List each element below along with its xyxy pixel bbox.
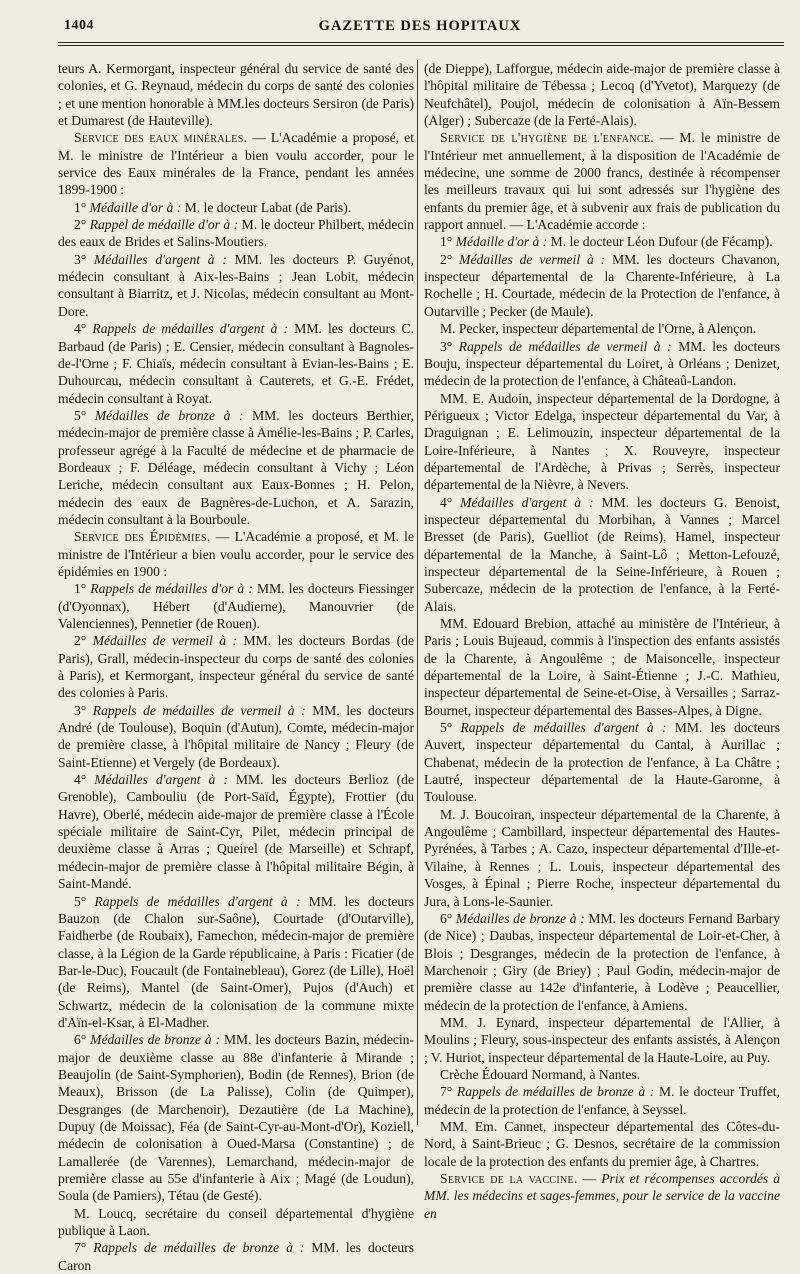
paragraph-text: MM. les docteurs Berthier, médecin-major de première classe à Amélie-les-Bains ; P. Carles, professeur agrégé à la Faculté de médecine et de pharmacie de Bordeaux ; F. Déléage, médecin consultant à Vichy ; Léon Leriche, médecin consultant aux Eaux-Bonnes ; H. Pelon, médecin des eaux de Bagnères-de-Luchon, et A. Sarazin, médecin consultant à la Bourboule. <box>58 407 415 527</box>
item-number: 4° <box>74 772 95 788</box>
award-label: Médailles de bronze à : <box>94 407 244 423</box>
paragraph <box>58 1239 414 1274</box>
item-number: 4° <box>74 321 93 337</box>
paragraph: MM. Edouard Brebion, attaché au ministère de l'Intérieur, à Paris ; Louis Bujeaud, commis à l'inspection des enfants assistés de la Charente, à Angoulême ; de Maisoncelle, inspecteur départemental de la Loire, à Saint-Étienne ; J.-C. Mathieu, inspecteur départemental de Seine-et-Oise, à Versailles ; Sarraz-Bournet, inspecteur départemental des Basses-Alpes, à Digne. <box>424 616 780 718</box>
item-number: 2° <box>74 217 90 233</box>
award-label: Rappels de médailles d'or à : <box>90 581 253 597</box>
item-number: 1° <box>440 234 456 250</box>
item-number: 2° <box>74 633 93 649</box>
paragraph <box>424 910 780 1014</box>
section-heading: Service de la vaccine. <box>440 1171 578 1186</box>
paragraph <box>58 129 414 198</box>
section-heading: Service des Épidémies. <box>74 529 211 545</box>
paragraph <box>424 233 780 250</box>
paragraph: MM. Em. Cannet, inspecteur départemental des Côtes-du-Nord, à Saint-Brieuc ; G. Desnos, secrétaire de la commission locale de la protection des enfants du premier âge, à Chartres. <box>424 1118 780 1169</box>
award-label: Rappels de médailles de vermeil à : <box>92 702 306 718</box>
item-number: 6° <box>74 1032 91 1048</box>
paragraph <box>58 632 414 701</box>
award-label: Rappels de médailles d'argent à : <box>460 720 667 736</box>
paragraph-text: MM. les docteurs Bazin, médecin-major de deuxième classe au 88e d'infanterie à Mirande ; Beaujolin (de Saint-Symphorien), Bodin (de Rennes), Brion (de Meaux), Brisson (de La Palisse), Colin (de Quimper), Desgranges (de Marchenoir), Dezautière (de La Machine), Dupuy (de Moissac), Féa (de Saint-Cyr-au-Mont-d'Or), Koziell, médecin de colonisation à Oued-Marsa (Constantine) ; de Lamallerée (de Varennes), Lemarchand, médecin-major de première classe au 55e d'infanterie à Aix ; Magé (de Loudun), Soula (de Pamiers), Tétau (de Gesté). <box>58 1032 414 1204</box>
award-label: Médailles d'argent à : <box>460 494 594 510</box>
paragraph-text: — M. le ministre de l'Intérieur met annuellement, à la disposition de l'Académie de médecine, une somme de 2000 francs, destinée à récompenser les meilleurs travaux qui lui sont adressés sur l'hygiène des enfants du premier âge, et à subvenir aux frais de publication du rapport annuel. — L'Académie accorde : <box>424 130 780 233</box>
left-column <box>58 60 415 1273</box>
paragraph <box>58 216 414 251</box>
award-label: Médailles de vermeil à : <box>92 633 238 649</box>
paragraph <box>58 580 414 632</box>
paragraph <box>424 719 780 806</box>
paragraph: M. Loucq, secrétaire du conseil départemental d'hygiène publique à Laon. <box>58 1205 414 1239</box>
paragraph-text: M. le docteur Léon Dufour (de Fécamp). <box>547 234 773 250</box>
paragraph <box>424 251 780 320</box>
paragraph-text: — L'Académie a proposé, et M. le ministre de l'Intérieur a bien voulu accorder, pour le service des épidémies en 1900 : <box>58 529 414 579</box>
award-label: Prix et récompenses accordés à MM. les médecins et sages-femmes, pour le service de la vaccine en <box>424 1171 780 1221</box>
award-label: Médaille d'or à : <box>455 234 548 250</box>
paragraph <box>424 494 780 615</box>
section-heading: Service des eaux minérales. <box>74 130 248 146</box>
paragraph-text: — L'Académie a proposé, et M. le ministre de l'Intérieur a bien voulu accorder, pour le service des Eaux minérales de la France, pendant les années 1899-1900 : <box>58 130 415 198</box>
paragraph: M. J. Boucoiran, inspecteur départemental de la Charente, à Angoulême ; Cambillard, inspecteur départemental des Hautes-Pyrénées, à Tarbes ; A. Cazo, inspecteur départemental d'Ille-et-Vilaine, à Rennes ; L. Louis, inspecteur départemental des Vosges, à Épinal ; Pierre Roche, inspecteur départemental du Jura, à Lons-le-Saunier. <box>424 806 780 909</box>
paragraph <box>424 1170 780 1222</box>
paragraph: Crèche Édouard Normand, à Nantes. <box>440 1066 641 1082</box>
item-number: 5° <box>74 893 95 909</box>
paragraph <box>58 893 414 1032</box>
header-rule <box>58 42 784 46</box>
paragraph-text: M. le docteur Labat (de Paris). <box>181 199 352 215</box>
award-label: Médailles de bronze à : <box>90 1032 221 1048</box>
award-label: Médailles d'argent à : <box>93 251 227 267</box>
item-number: 4° <box>440 494 461 510</box>
paragraph-text: M. le docteur Philbert, médecin des eaux de Brides et Salins-Moutiers. <box>58 217 414 250</box>
paragraph-text: MM. les docteurs P. Guyénot, médecin consultant à Aix-les-Bains ; Jean Lobit, médecin consultant à Biarritz, et J. Nicolas, médecin consultant au Mont-Dore. <box>58 251 414 319</box>
award-label: Rappels de médailles de bronze à : <box>93 1240 305 1256</box>
paragraph <box>58 702 414 771</box>
right-column <box>424 60 781 1221</box>
item-number: 3° <box>74 251 94 267</box>
item-number: 1° <box>74 581 91 597</box>
paragraph-text: — <box>577 1171 602 1186</box>
paragraph <box>58 320 414 407</box>
paragraph-text: MM. les docteurs Bouju, inspecteur départemental du Loiret, à Orléans ; Denizet, médecin de la protection de l'enfance, à Châteaû-Landon. <box>424 338 780 389</box>
item-number: 5° <box>74 407 95 423</box>
paragraph-text: MM. les docteurs Fernand Barbary (de Nice) ; Daubas, inspecteur départemental de Loir-et-Cher, à Blois ; Desgranges, médecin de la protection de l'enfance, à Marchenoir ; Giry (de Briey) ; Paul Godin, médecin-major de première classe au 142e d'infanterie, à Lodève ; Peaucellier, médecin de la protection de l'enfance, à Amiens. <box>424 910 781 1013</box>
award-label: Rappels de médailles d'argent à : <box>94 893 301 909</box>
award-label: Médaille d'or à : <box>89 199 182 215</box>
column-divider <box>417 60 418 1125</box>
paragraph: M. Pecker, inspecteur départemental de l'Orne, à Alençon. <box>440 321 757 337</box>
paragraph: MM. J. Eynard, inspecteur départemental de l'Allier, à Moulins ; Fleury, sous-inspecteur des enfants assistés, à Alençon ; V. Huriot, inspecteur départemental de la Haute-Loire, au Puy. <box>424 1014 780 1065</box>
award-label: Médailles d'argent à : <box>94 772 228 788</box>
paragraph: (de Dieppe), Lafforgue, médecin aide-major de première classe à l'hôpital militaire de Tébessa ; Lecoq (d'Yvetot), Marquezy (de Neufchâtel), Poujol, médecin de colonisation à Aïn-Bessem (Alger) ; Subercaze (de la Ferté-Alais). <box>424 61 780 129</box>
award-label: Médailles de bronze à : <box>455 910 585 926</box>
award-label: Médailles de vermeil à : <box>459 251 606 267</box>
paragraph <box>58 771 414 892</box>
paragraph <box>58 199 414 216</box>
paragraph: teurs A. Kermorgant, inspecteur général du service de santé des colonies, et G. Reynaud, médecin du corps de santé des colonies ; et une mention honorable à MM.les docteurs Sersiron (de Paris) et Dumarest (de Hauteville). <box>58 61 414 129</box>
running-title: GAZETTE DES HOPITAUX <box>318 18 522 34</box>
paragraph-text: MM. les docteurs G. Benoist, inspecteur départemental du Morbihan, à Vannes ; Marcel Bresset (de Paris), Guelliot (de Reims), Hamel, inspecteur départemental de la Manche, à Saint-Lô ; Metton-Lefouzé, inspecteur départemental de la Seine-Inférieure, à Rouen ; Subercaze, médecin de la protection de l'enfance, à la Ferté-Alais. <box>424 494 780 614</box>
item-number: 7° <box>440 1084 457 1100</box>
paragraph: MM. E. Audoin, inspecteur départemental de la Dordogne, à Périgueux ; Victor Edelga, inspecteur départemental du Var, à Draguignan ; E. Lelimouzin, inspecteur départemental de la Loire-Inférieure, à Nantes ; X. Rouveyre, inspecteur départemental de l'Ardèche, à Privas ; Serrès, inspecteur départemental de la Nièvre, à Nevers. <box>424 390 780 493</box>
paragraph <box>424 1083 780 1118</box>
paragraph <box>58 528 414 580</box>
paragraph <box>58 1031 414 1204</box>
paragraph-text: MM. les docteurs Auvert, inspecteur départemental du Cantal, à Aurillac ; Chabenat, médecin de la protection de l'enfance, à La Châtre ; Lautré, inspecteur départemental de la Haute-Garonne, à Toulouse. <box>424 720 781 805</box>
award-label: Rappels de médailles de vermeil à : <box>458 338 672 354</box>
award-label: Rappels de médailles d'argent à : <box>92 321 289 337</box>
award-label: Rappels de médailles de bronze à : <box>456 1084 655 1100</box>
paragraph-text: MM. les docteurs Bauzon (de Chalon sur-Saône), Courtade (d'Outarville), Faidherbe (de Roubaix), Famechon, médecin-major de première classe, à la Légion de la Garde républicaine, à Paris : Ficatier (de Bar-le-Duc), Foucault (de Fontainebleau), Gorez (de Lille), Hoël (de Reims), Mantel (de Saint-Omer), Pujos (d'Auch) et Schwartz, médecin de la colonisation de la commune mixte d'Aïn-el-Ksar, à El-Madher. <box>58 893 415 1030</box>
item-number: 3° <box>74 702 93 718</box>
paragraph-text: MM. les docteurs André (de Toulouse), Boquin (d'Autun), Comte, médecin-major de première classe, à l'hôpital militaire de Nancy ; Fleury (de Saint-Etienne) et Vergely (de Bordeaux). <box>58 702 414 770</box>
item-number: 2° <box>440 251 460 267</box>
paragraph <box>424 338 780 390</box>
paragraph <box>424 129 780 233</box>
item-number: 7° <box>74 1240 94 1256</box>
item-number: 5° <box>440 720 461 736</box>
paragraph-text: MM. les docteurs Berlioz (de Grenoble), Cambouliu (de Port-Saïd, Égypte), Frottier (du Havre), Oberlé, médecin aide-major de première classe à l'École spéciale militaire de Saint-Cyr, Pilet, médecin principal de deuxième classe à Arras ; Queirel (de Marseille) et Schrapf, médecin-major de première classe à l'hôpital militaire Bégin, à Saint-Mandé. <box>58 772 414 892</box>
page-number: 1404 <box>64 18 94 33</box>
paragraph <box>58 407 414 528</box>
item-number: 6° <box>440 910 456 926</box>
award-label: Rappel de médaille d'or à : <box>89 217 239 233</box>
paragraph-text: MM. les docteurs C. Barbaud (de Paris) ; E. Censier, médecin consultant à Bagnoles-de-l'Orne ; F. Chiaïs, médecin consultant à Evian-les-Bains ; E. Duhourcau, médecin consultant à Cauterets, et G.-E. Frédet, médecin consultant à Royat. <box>58 321 414 406</box>
paragraph-text: MM. les docteurs Caron <box>58 1240 414 1273</box>
item-number: 1° <box>74 199 90 215</box>
paragraph-text: MM. les docteurs Chavanon, inspecteur départemental de la Charente-Inférieure, à La Rochelle ; H. Courtade, médecin de la Protection de l'enfance, à Outarville ; Pecker (de Maule). <box>424 251 780 319</box>
page-header <box>58 16 782 38</box>
item-number: 3° <box>440 338 459 354</box>
section-heading: Service de l'hygiène de l'enfance. <box>440 130 654 146</box>
paragraph-text: MM. les docteurs Bordas (de Paris), Grall, médecin-inspecteur du corps de santé des colonies à Paris), et Kermorgant, inspecteur général du service de santé des colonies à Paris. <box>58 633 414 701</box>
paragraph-text: M. le docteur Truffet, médecin de la protection de l'enfance, à Seyssel. <box>424 1084 780 1117</box>
paragraph <box>58 251 414 320</box>
paragraph-text: MM. les docteurs Fiessinger (d'Oyonnax), Hébert (d'Audierne), Manouvrier (de Valenciennes), Pennetier (de Rouen). <box>58 581 414 631</box>
